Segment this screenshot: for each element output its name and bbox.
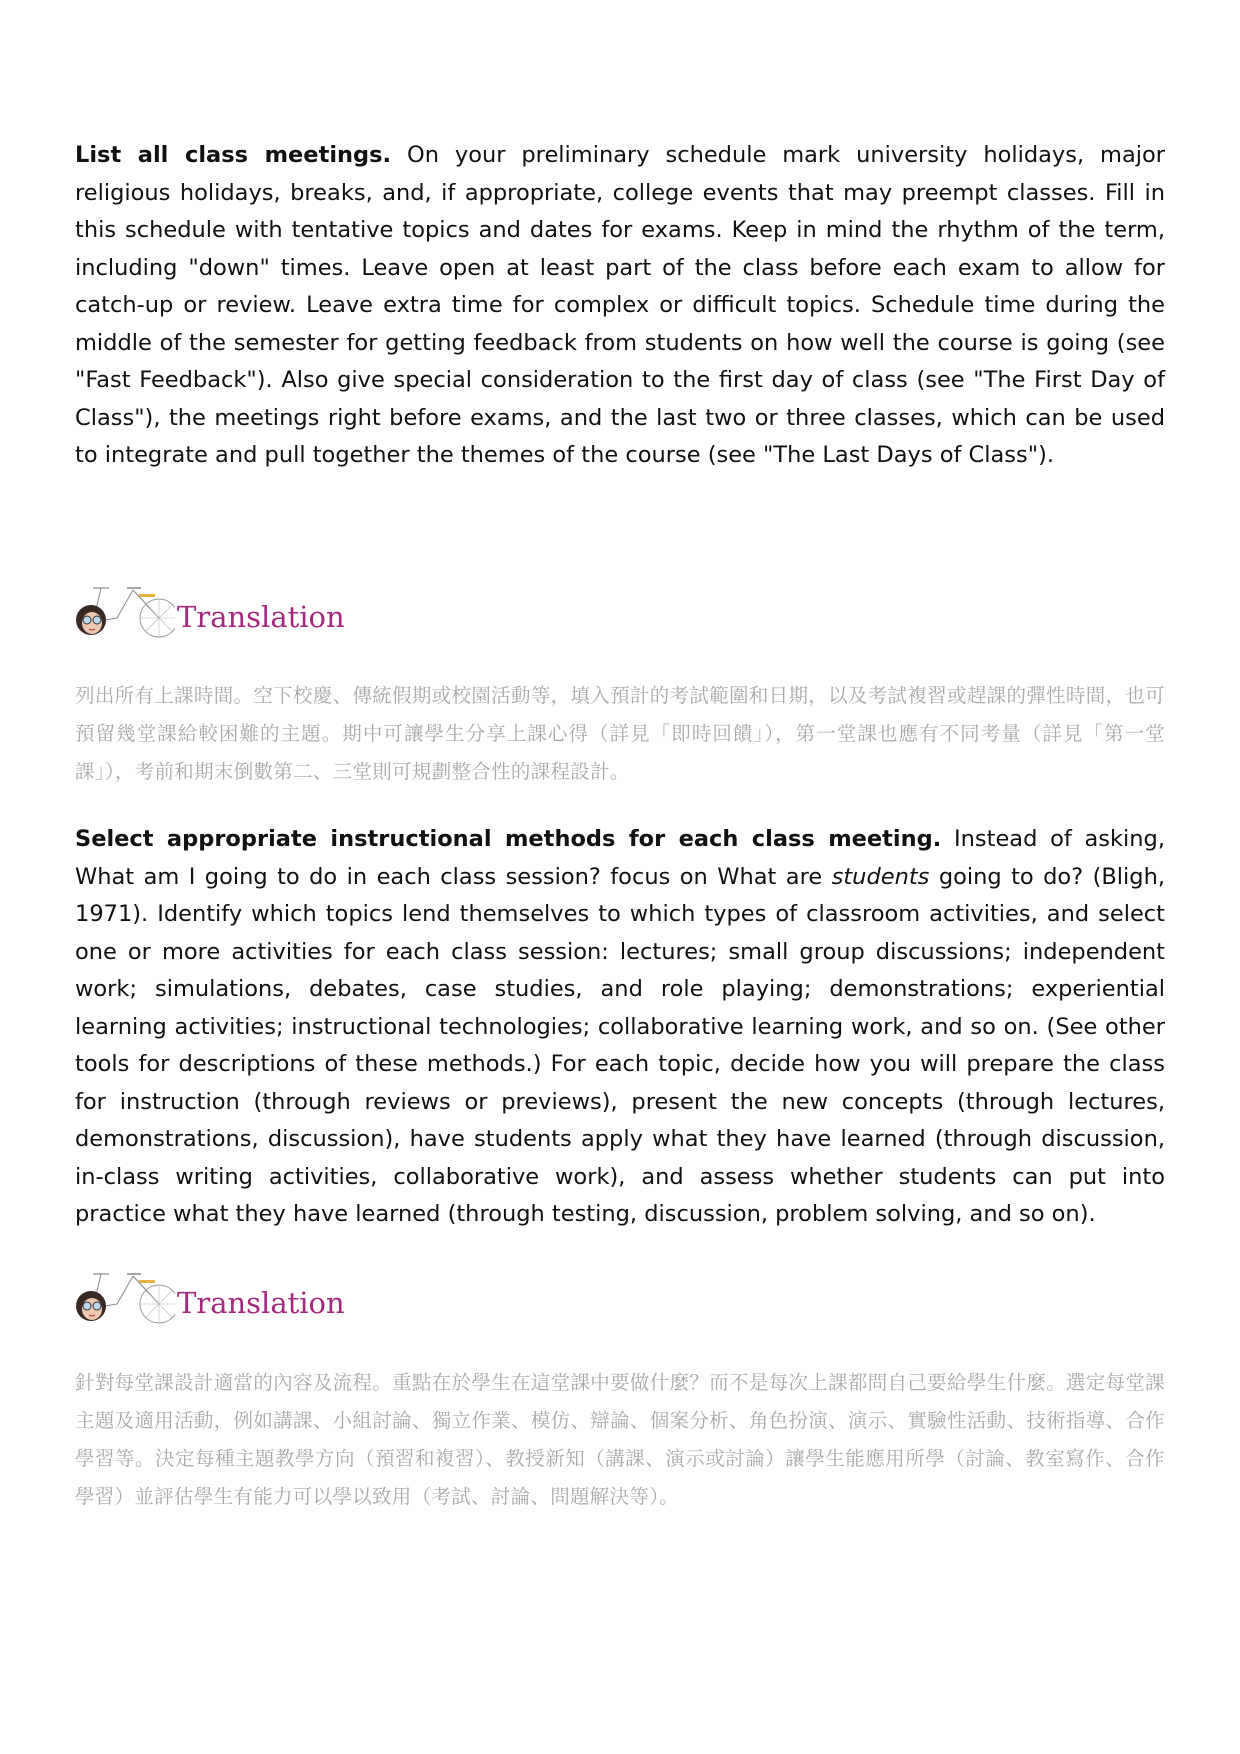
chinese-translation-2: 針對每堂課設計適當的內容及流程。重點在於學生在這堂課中要做什麼？而不是每次上課都問自己要給學生什麼。選定每堂課主題及適用活動，例如講課、小組討論、獨立作業、模仿、辯論、個案分析、角色扮演、演示、實驗性活動、技術指導、合作學習等。決定每種主題教學方向（預習和複習）、教授新知（講課、演示或討論）讓學生能應用所學（討論、教室寫作、合作學習）並評估學生有能力可以學以致用（考試、討論、問題解決等）。: [75, 1371, 1165, 1508]
emphasis-students: students: [831, 863, 930, 890]
paragraph-heading: Select appropriate instructional methods for each class meeting.: [75, 826, 942, 852]
paragraph-instructional-methods: [75, 821, 1165, 1234]
translation-label: Translation: [177, 600, 345, 634]
bicycle-face-icon: [75, 1262, 175, 1326]
paragraph-heading: List all class meetings.: [75, 142, 392, 168]
paragraph-list-class-meetings: [75, 137, 1165, 475]
chinese-translation-1: 列出所有上課時間。空下校慶、傳統假期或校園活動等，填入預計的考試範圍和日期，以及考試複習或趕課的彈性時間，也可預留幾堂課給較困難的主題。期中可讓學生分享上課心得（詳見「即時回饋」），第一堂課也應有不同考量（詳見「第一堂課」），考前和期末倒數第二、三堂則可規劃整合性的課程設計。: [75, 684, 1165, 783]
translation-label: Translation: [177, 1286, 345, 1320]
paragraph-body: Instead of asking, What am I going to do in each class session? focus on What are: [75, 826, 1165, 890]
translation-logo: [75, 576, 345, 640]
bicycle-face-icon: [75, 576, 175, 640]
paragraph-body: On your preliminary schedule mark university holidays, major religious holidays, breaks, and, if appropriate, college events that may preempt classes. Fill in this schedule with tentative topics and dates for exams. Keep in mind the rhythm of the term, including "down" times. Leave open at least part of the class before each exam to allow for catch-up or review. Leave extra time for complex or difficult topics. Schedule time during the middle of the semester for getting feedback from students on how well the course is going (see "Fast Feedback"). Also give special consideration to the first day of class (see "The First Day of Class"), the meetings right before exams, and the last two or three classes, which can be used to integrate and pull together the themes of the course (see "The Last Days of Class").: [75, 142, 1165, 468]
paragraph-body-continued: going to do? (Bligh, 1971). Identify which topics lend themselves to which types of classroom activities, and select one or more activities for each class session: lectures; small group discussions; independent work; simulations, debates, case studies, and role playing; demonstrations; experiential learning activities; instructional technologies; collaborative learning work, and so on. (See other tools for descriptions of these methods.) For each topic, decide how you will prepare the class for instruction (through reviews or previews), present the new concepts (through lectures, demonstrations, discussion), have students apply what they have learned (through discussion, in-class writing activities, collaborative work), and assess whether students can put into practice what they have learned (through testing, discussion, problem solving, and so on).: [75, 863, 1165, 1227]
translation-logo: [75, 1262, 345, 1326]
